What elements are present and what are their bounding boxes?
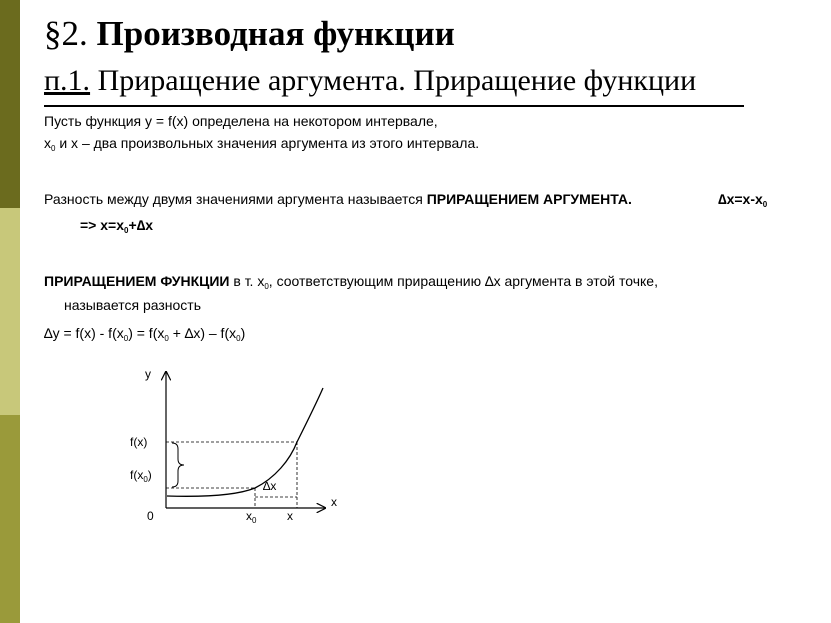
section-title-text: Производная функции <box>96 14 455 53</box>
line7-sub1: 0 <box>123 334 129 343</box>
line6-text: называется разность <box>64 297 202 313</box>
section-prefix: §2. <box>44 14 88 53</box>
line5-bold: ПРИРАЩЕНИЕМ ФУНКЦИИ <box>44 273 230 289</box>
line5-sub: 0 <box>264 282 269 291</box>
line7-sub2: 0 <box>164 334 169 343</box>
fx0-label: $f(x_0)$ <box>130 468 152 484</box>
point-number: п.1. <box>44 64 91 97</box>
line4-sub: 0 <box>124 226 129 235</box>
line7-c: + ∆x) – f(x <box>168 325 237 341</box>
line2-text: и x – два произвольных значения аргумента из этого интервала. <box>55 135 480 151</box>
delta-y-brace <box>172 443 184 487</box>
line7-d: ) <box>240 325 246 341</box>
x0-label: $x_0$ <box>246 509 257 525</box>
line7-a: ∆y = f(x) - f(x <box>44 325 124 341</box>
line4-text-b: +∆x <box>128 217 153 233</box>
fx-label: f(x) <box>130 435 148 449</box>
line2-sub: 0 <box>51 144 56 153</box>
line5-text-a: в т. x <box>229 273 265 289</box>
y-axis-label: y <box>145 367 151 381</box>
point-title-text: Приращение аргумента. Приращение функции <box>97 64 697 97</box>
line2-x: x <box>44 135 51 151</box>
line5-text-b: , соответствующим приращению ∆x аргумента в этой точке, <box>268 273 658 289</box>
x-label: x <box>287 509 293 523</box>
delta-x-formula-text: ∆x=x-x <box>718 191 763 207</box>
function-curve <box>167 388 323 496</box>
line7-sub3: 0 <box>236 334 241 343</box>
line7-b: ) = f(x <box>128 325 165 341</box>
line4-text-a: => x=x <box>80 217 124 233</box>
delta-x-label: ∆x <box>263 479 277 493</box>
line3-bold: ПРИРАЩЕНИЕМ АРГУМЕНТА. <box>426 191 632 207</box>
origin-label: 0 <box>147 509 154 523</box>
line3-text: Разность между двумя значениями аргумента называется <box>44 191 427 207</box>
line1-text: Пусть функция y = f(x) определена на некотором интервале, <box>44 113 438 129</box>
delta-x-formula-sub: 0 <box>762 200 768 209</box>
x-axis-label: x <box>331 495 337 509</box>
